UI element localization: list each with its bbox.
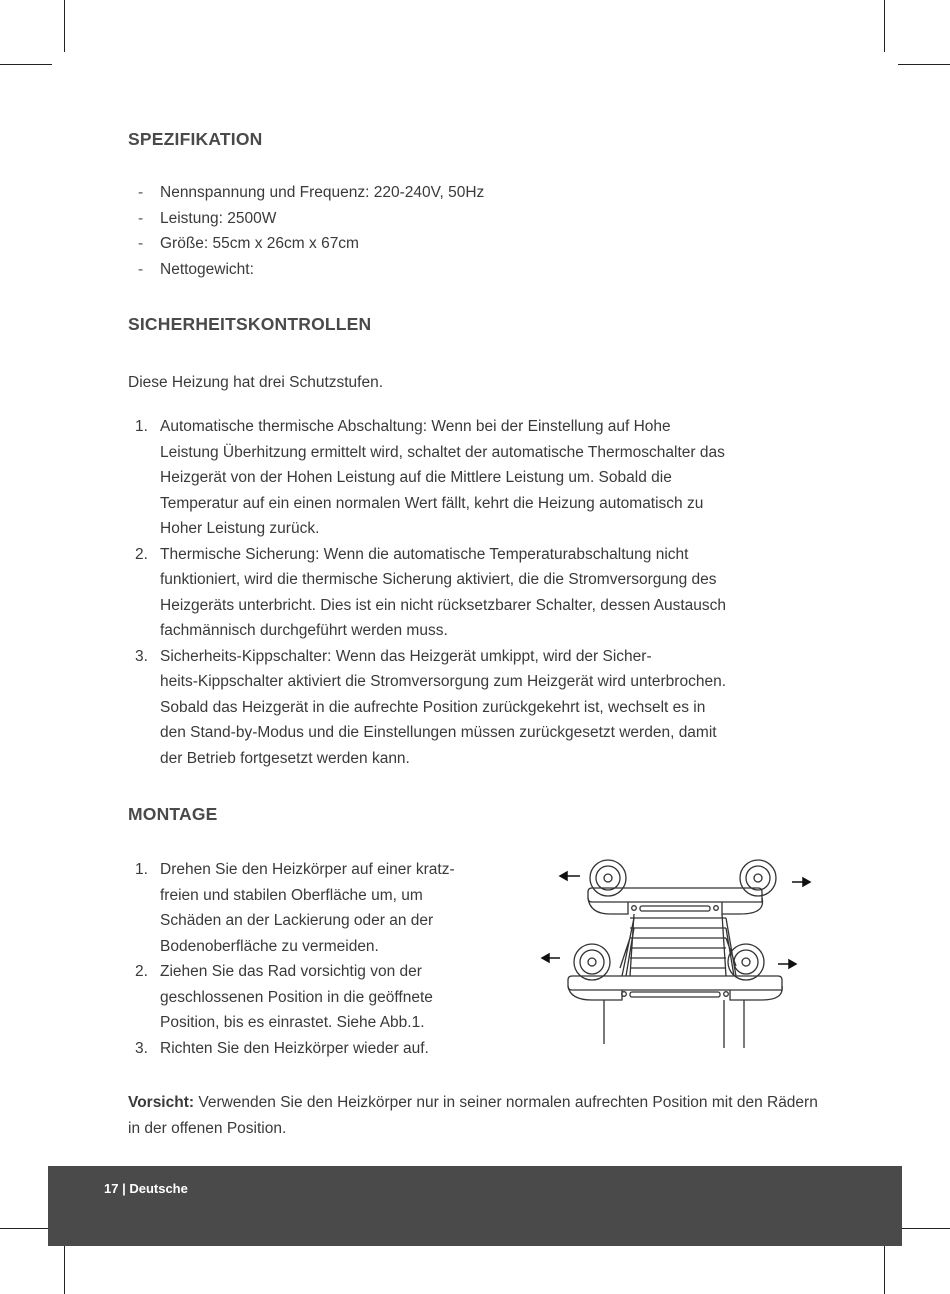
caution-label: Vorsicht: xyxy=(128,1094,195,1111)
list-item: 3. Sicherheits-Kippschalter: Wenn das Heizgerät umkippt, wird der Sicher- heits-Kippschalter aktiviert die Stromversorgung zum Heizgerät wird unterbrochen. Sobald das Heizgerät in die aufrechte Position zurückgekehrt ist, wechselt es in den Stand-by-Modus und die Einstellungen müssen zurückgesetzt werden, damit der Betrieb fortgesetzt werden kann. xyxy=(135,647,726,767)
list-item: - Leistung: 2500W xyxy=(138,206,484,232)
list-item: 2. Ziehen Sie das Rad vorsichtig von der geschlossenen Position in die geöffnete Position, bis es einrastet. Siehe Abb.1. xyxy=(135,963,433,1031)
crop-mark xyxy=(884,0,885,52)
dash-icon: - xyxy=(138,235,144,252)
list-item: - Nettogewicht: xyxy=(138,257,484,283)
list-item: - Größe: 55cm x 26cm x 67cm xyxy=(138,231,484,257)
caution-note xyxy=(128,1090,828,1141)
list-item: - Nennspannung und Frequenz: 220-240V, 50Hz xyxy=(138,180,484,206)
safety-intro: Diese Heizung hat drei Schutzstufen. xyxy=(128,374,384,391)
spec-list xyxy=(138,180,484,282)
crop-mark xyxy=(898,64,950,65)
crop-mark xyxy=(64,0,65,52)
crop-mark xyxy=(898,1228,950,1229)
list-item: 3. Richten Sie den Heizkörper wieder auf. xyxy=(135,1039,429,1057)
section-heading-montage: MONTAGE xyxy=(128,804,218,824)
list-item: 2. Thermische Sicherung: Wenn die automatische Temperaturabschaltung nicht funktioniert, wird die thermische Sicherung aktiviert, die die Stromversorgung des Heizgeräts unterbricht. Dies ist ein nicht rücksetzbarer Schalter, dessen Austausch fachmännisch durchgeführt werden muss. xyxy=(135,545,727,639)
section-heading-safety: SICHERHEITSKONTROLLEN xyxy=(128,314,372,334)
list-item: 1. Drehen Sie den Heizkörper auf einer kratz- freien und stabilen Oberfläche um, um Schäden an der Lackierung oder an der Bodenoberfläche zu vermeiden. xyxy=(135,861,455,955)
page-number: 17 | Deutsche xyxy=(104,1181,188,1196)
safety-list xyxy=(128,414,828,771)
dash-icon: - xyxy=(138,260,144,278)
dash-icon: - xyxy=(138,184,144,201)
montage-list xyxy=(128,857,528,1061)
heater-wheel-diagram-icon xyxy=(530,848,830,1058)
crop-mark xyxy=(0,1228,52,1229)
crop-mark xyxy=(0,64,52,65)
page-footer xyxy=(48,1166,902,1246)
caution-text: Verwenden Sie den Heizkörper nur in seiner normalen aufrechten Position mit den Rädern in der offenen Position. xyxy=(128,1094,818,1137)
section-heading-spec: SPEZIFIKATION xyxy=(128,129,263,149)
list-item: 1. Automatische thermische Abschaltung: Wenn bei der Einstellung auf Hohe Leistung Überhitzung ermittelt wird, schaltet der automatische Thermoschalter das Heizgerät von der Hohen Leistung auf die Mittlere Leistung um. Sobald die Temperatur auf ein einen normalen Wert fällt, kehrt die Heizung automatisch zu Hoher Leistung zurück. xyxy=(135,418,725,537)
crop-mark xyxy=(884,1242,885,1294)
crop-mark xyxy=(64,1242,65,1294)
dash-icon: - xyxy=(138,209,144,227)
